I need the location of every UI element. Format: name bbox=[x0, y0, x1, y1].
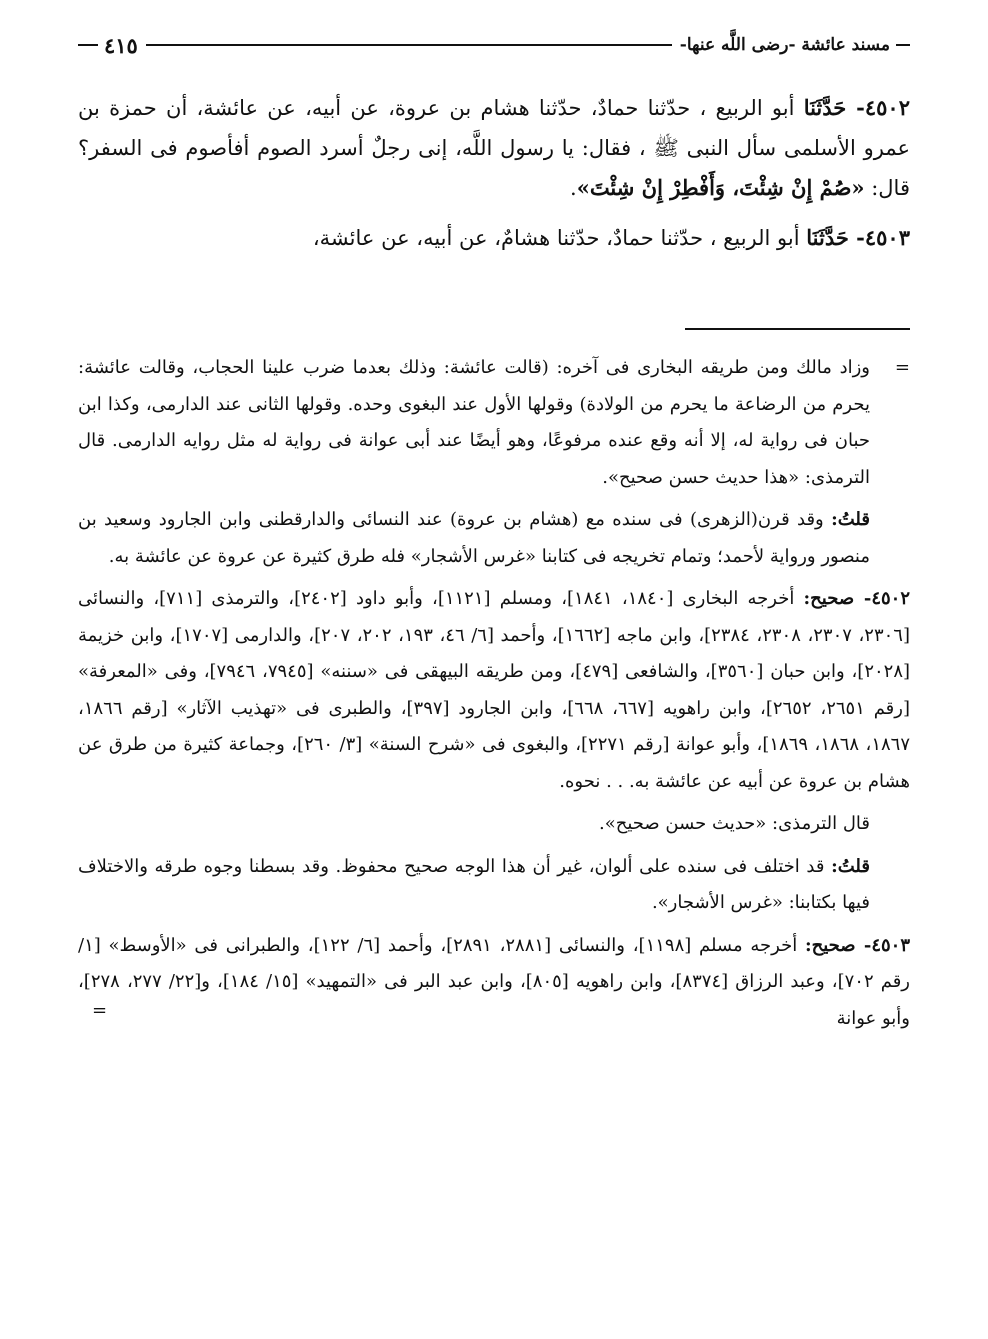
tirmidhi-text: قال الترمذى: «حديث حسن صحيح». bbox=[599, 813, 870, 834]
main-text bbox=[78, 88, 910, 268]
continuation-marker-end: = bbox=[92, 999, 108, 1021]
continuation-marker: = bbox=[894, 357, 910, 378]
takhrij-text: أخرجه البخارى [١٨٤٠، ١٨٤١]، ومسلم [١١٢١]، وأبو داود [٢٤٠٢]، والترمذى [٧١١]، والنسائى [٢٣٠٦، ٢٣٠٧، ٢٣٠٨، ٢٣٨٤]، وابن ماجه [١٦٦٢]، وأحمد [٦/ ٤٦، ١٩٣، ٢٠٢، ٢٠٧]، والدارمى [١٧٠٧]، وابن خزيمة [٢٠٢٨]، وابن حبان [٣٥٦٠]، والشافعى [٤٧٩]، ومن طريقه البيهقى فى «سننه» [٧٩٤٥، ٧٩٤٦]، وفى «المعرفة» [رقم ٢٦٥١، ٢٦٥٢]، وابن راهويه [٦٦٧، ٦٦٨]، وابن الجارود [٣٩٧]، والطبرى فى «تهذيب الآثار» [رقم ١٨٦٦، ١٨٦٧، ١٨٦٨، ١٨٦٩]، وأبو عوانة [رقم ٢٢٧١]، والبغوى فى «شرح السنة» [٣/ ٢٦٠]، وجماعة كثيرة من طرق عن هشام بن عروة عن أبيه عن عائشة به. . . نحوه. bbox=[78, 588, 911, 792]
hadith-text: أبو الربيع ، حدّثنا حمادٌ، حدّثنا هشام بن عروة، عن أبيه، عن عائشة، أن حمزة بن عمرو الأسلمى سأل النبى ﷺ ، فقال: يا رسول اللَّه، إنى رجلٌ أسرد الصوم أفأصوم فى السفر؟ قال: bbox=[78, 96, 910, 200]
hadith-text: أبو الربيع ، حدّثنا حمادٌ، حدّثنا هشامٌ، عن أبيه، عن عائشة، bbox=[312, 226, 800, 250]
haddathana: حَدَّثَنَا bbox=[803, 95, 847, 120]
remark-text: وقد قرن(الزهرى) فى سنده مع (هشام بن عروة) عند النسائى والدارقطنى وابن الجارود وسعيد بن منصور ورواية لأحمد؛ وتمام تخريجه فى كتابنا «غرس الأشجار» فله طرق كثيرة عن عروة عن عائشة به. bbox=[78, 509, 870, 567]
footnote-remark bbox=[78, 502, 910, 575]
header-dash bbox=[78, 44, 98, 46]
hadith-4503: ٤٥٠٣- حَدَّثَنَا أبو الربيع ، حدّثنا حمادٌ، حدّثنا هشامٌ، عن أبيه، عن عائشة، bbox=[312, 225, 910, 250]
footnote-tirmidhi bbox=[78, 806, 910, 843]
footnote-4502 bbox=[78, 581, 910, 800]
page-number: ٤١٥ bbox=[104, 32, 138, 58]
takhrij-text: أخرجه مسلم [١١٩٨]، والنسائى [٢٨٨١، ٢٨٩١]، وأحمد [٦/ ١٢٢]، والطبرانى فى «الأوسط» [١/ رقم ٧٠٢]، وعبد الرزاق [٨٣٧٤]، وابن راهويه [٨٠٥]، وابن عبد البر فى «التمهيد» [١٥/ ١٨٤]، و[٢٢/ ٢٧٧، ٢٧٨]، وأبو عوانة bbox=[78, 934, 910, 1029]
footnote-remark-2 bbox=[78, 849, 910, 922]
remark-label: قلتُ: bbox=[831, 509, 870, 530]
running-header bbox=[78, 30, 910, 60]
footnote-text: وزاد مالك ومن طريقه البخارى فى آخره: (قالت عائشة: وذلك بعدما ضرب علينا الحجاب، وقالت عائشة: يحرم من الرضاعة ما يحرم من الولادة) وقولها الأول عند البغوى وحده. وقولها الثانى عند الدارمى، وكذا ابن حبان فى رواية له، إلا أنه وقع عنده مرفوعًا، وهو أيضًا عند أبى عوانة فى رواية له مثل روايه الدارمى. قال الترمذى: «هذا حديث حسن صحيح». bbox=[78, 357, 870, 488]
footnote-4503 bbox=[78, 928, 910, 1038]
hadith-end: . bbox=[570, 176, 577, 200]
haddathana: حَدَّثَنَا bbox=[806, 225, 849, 250]
remark-label: قلتُ: bbox=[831, 855, 870, 877]
remark-text: قد اختلف فى سنده على ألوان، غير أن هذا الوجه صحيح محفوظ. وقد بسطنا وجوه طرقه والاختلاف فيها بكتابنا: «غرس الأشجار». bbox=[78, 855, 870, 913]
hadith-4502: ٤٥٠٢- حَدَّثَنَا أبو الربيع ، حدّثنا حمادٌ، حدّثنا هشام بن عروة، عن أبيه، عن عائشة، أن حمزة بن عمرو الأسلمى سأل النبى ﷺ ، فقال: يا رسول اللَّه، إنى رجلٌ أسرد الصوم أفأصوم فى السفر؟ قال: «صُمْ إِنْ شِئْتَ، وَأَفْطِرْ إِنْ شِئْتَ». bbox=[78, 95, 910, 200]
hadith-number: ٤٥٠٢ bbox=[864, 95, 910, 120]
header-rule bbox=[146, 44, 672, 46]
header-dash bbox=[896, 44, 910, 46]
footnotes bbox=[78, 350, 910, 1043]
takhrij-label: ٤٥٠٣- صحيح: bbox=[804, 934, 910, 956]
book-page bbox=[78, 18, 910, 1308]
prophet-quote: «صُمْ إِنْ شِئْتَ، وَأَفْطِرْ إِنْ شِئْتَ» bbox=[576, 175, 865, 200]
hadith-number: ٤٥٠٣ bbox=[864, 225, 910, 250]
footnote-separator bbox=[685, 328, 910, 330]
takhrij-label: ٤٥٠٢- صحيح: bbox=[803, 588, 910, 609]
header-title: مسند عائشة -رضى اللَّه عنها- bbox=[679, 35, 890, 55]
footnote-continuation bbox=[78, 350, 910, 496]
